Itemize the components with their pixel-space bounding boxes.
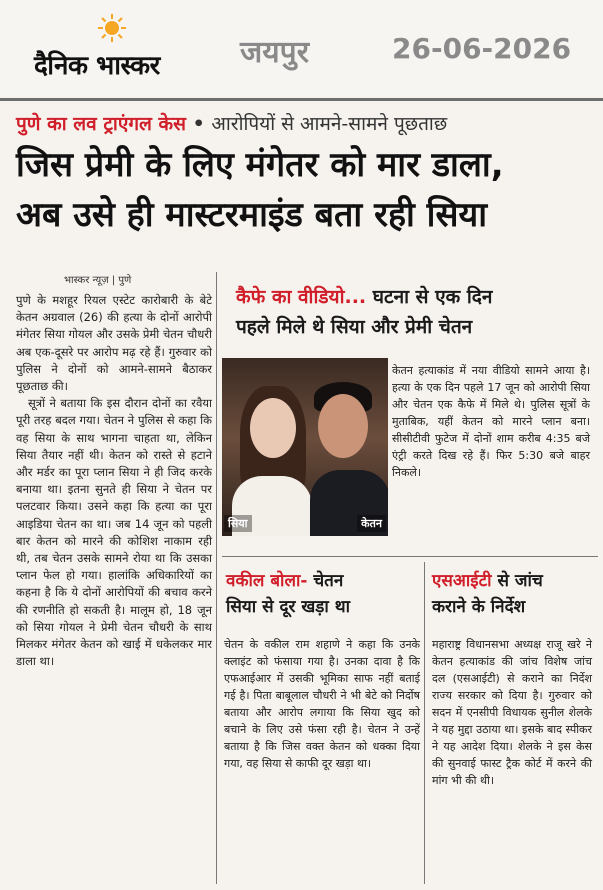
cafe-title-line-2: पहले मिले थे सिया और प्रेमी चेतन (236, 316, 473, 338)
sit-story-title (432, 568, 543, 620)
photo-caption-right: केतन (357, 515, 386, 532)
main-headline (16, 140, 596, 240)
sit-title-red: एसआईटी (432, 571, 492, 591)
lawyer-story-title (226, 568, 350, 620)
lawyer-story-text: चेतन के वकील राम शहाणे ने कहा कि उनके क्लाइंट को फंसाया गया है। उनका दावा है कि एफआईआर में उसकी भूमिका साफ नहीं बताई गई है। पिता बाबूलाल चौधरी ने भी बेटे को निर्दोष बताया और आरोप लगाया कि सिया खुद को बचाने के लिए उसे फंसा रही है। चेतन ने उन्हें बताया है कि जिस वक्त केतन को धक्का दिया गया, वह सिया से काफी दूर खड़ा था। (224, 638, 420, 770)
suspects-photo (222, 358, 388, 536)
column-divider (216, 272, 217, 884)
newspaper-logo: दैनिक भास्कर (34, 51, 160, 81)
headline-line-1: जिस प्रेमी के लिए मंगेतर को मार डाला, (16, 145, 504, 185)
sit-title-line-2: कराने के निर्देश (432, 597, 526, 617)
sit-title-rest: से जांच (497, 571, 543, 591)
masthead (0, 0, 603, 96)
column-divider (424, 562, 425, 884)
photo-caption-left: सिया (224, 515, 252, 532)
main-story-body (16, 292, 212, 670)
headline-line-2: अब उसे ही मास्टरमाइंड बता रही सिया (16, 195, 487, 235)
photo-figure (250, 398, 296, 458)
cafe-box-text: केतन हत्याकांड में नया वीडियो सामने आया है। हत्या के एक दिन पहले 17 जून को आरोपी सिया और चेतन एक कैफे में मिले थे। पुलिस सूत्रों के मुताबिक, यहीं केतन को मारने प्लान बना। सीसीटीवी फुटेज में दोनों शाम करीब 4:35 बजे एंट्री करते दिख रहे हैं। फिर 5:30 बजे बाहर निकले। (392, 364, 590, 479)
byline: भास्कर न्यूज़ | पुणे (64, 275, 132, 286)
cafe-box-title (236, 282, 492, 342)
kicker-title: पुणे का लव ट्राएंगल केस (16, 113, 186, 135)
sun-logo-icon (98, 14, 126, 42)
kicker-separator: • (192, 113, 205, 135)
lawyer-title-line-2: सिया से दूर खड़ा था (226, 597, 350, 617)
main-story-paragraph: पुणे के मशहूर रियल एस्टेट कारोबारी के बेटे केतन अग्रवाल (26) की हत्या के दोनों आरोपी मंगेतर सिया गोयल और उसके प्रेमी चेतन चौधरी अब एक-दूसरे पर आरोप मढ़ रहे हैं। गुरुवार को पुलिस ने दोनों को आमने-सामने बैठाकर पूछताछ की। (16, 293, 212, 394)
lawyer-title-red: वकील बोला- (226, 571, 308, 591)
kicker-subtitle: आरोपियों से आमने-सामने पूछताछ (211, 113, 448, 135)
edition-date: 26-06-2026 (392, 32, 572, 65)
photo-figure (318, 394, 368, 458)
cafe-title-red: कैफे का वीडियो... (236, 286, 367, 308)
masthead-divider (0, 98, 603, 101)
sit-story-text: महाराष्ट्र विधानसभा अध्यक्ष राजू खरे ने केतन हत्याकांड की जांच विशेष जांच दल (एसआईटी) से कराने का निर्देश राज्य सरकार को दिया है। गुरुवार को सदन में एनसीपी विधायक सुनील शेलके ने यह मुद्दा उठाया था। इसके बाद स्पीकर ने यह आदेश दिया। शेलके ने इस केस की सुनवाई फास्ट ट्रैक कोर्ट में करने की मांग भी की थी। (432, 638, 592, 787)
story-kicker (16, 110, 447, 136)
main-story-paragraph: सूत्रों ने बताया कि इस दौरान दोनों का रवैया पूरी तरह बदल गया। चेतन ने पुलिस से कहा कि वह सिया के साथ भागना चाहता था, लेकिन सिया तैयार नहीं थी। केतन को रास्ते से हटाने और मर्डर का पूरा प्लान सिया ने ही जिद करके बनाया था। इतना सुनते ही सिया ने चेतन पर पलटवार किया। उसने कहा कि हत्या का पूरा आइडिया चेतन का था। जब 14 जून को पहली बार केतन को मारने की कोशिश नाकाम रही थी, तब चेतन उसके सामने रोया था कि उसका प्लान फेल हो गया। हालांकि अधिकारियों का कहना है कि ये दोनों आरोपियों की बचाव करने की रणनीति हो सकती है। मालूम हो, 18 जून को सिया गोयल ने प्रेमी चेतन चौधरी के साथ मिलकर मंगेतर केतन को खाई में धकेलकर मार डाला था। (16, 396, 212, 669)
cafe-title-rest: घटना से एक दिन (372, 286, 493, 308)
section-divider (222, 556, 598, 557)
edition-city: जयपुर (240, 35, 309, 70)
lawyer-title-rest: चेतन (313, 571, 344, 591)
